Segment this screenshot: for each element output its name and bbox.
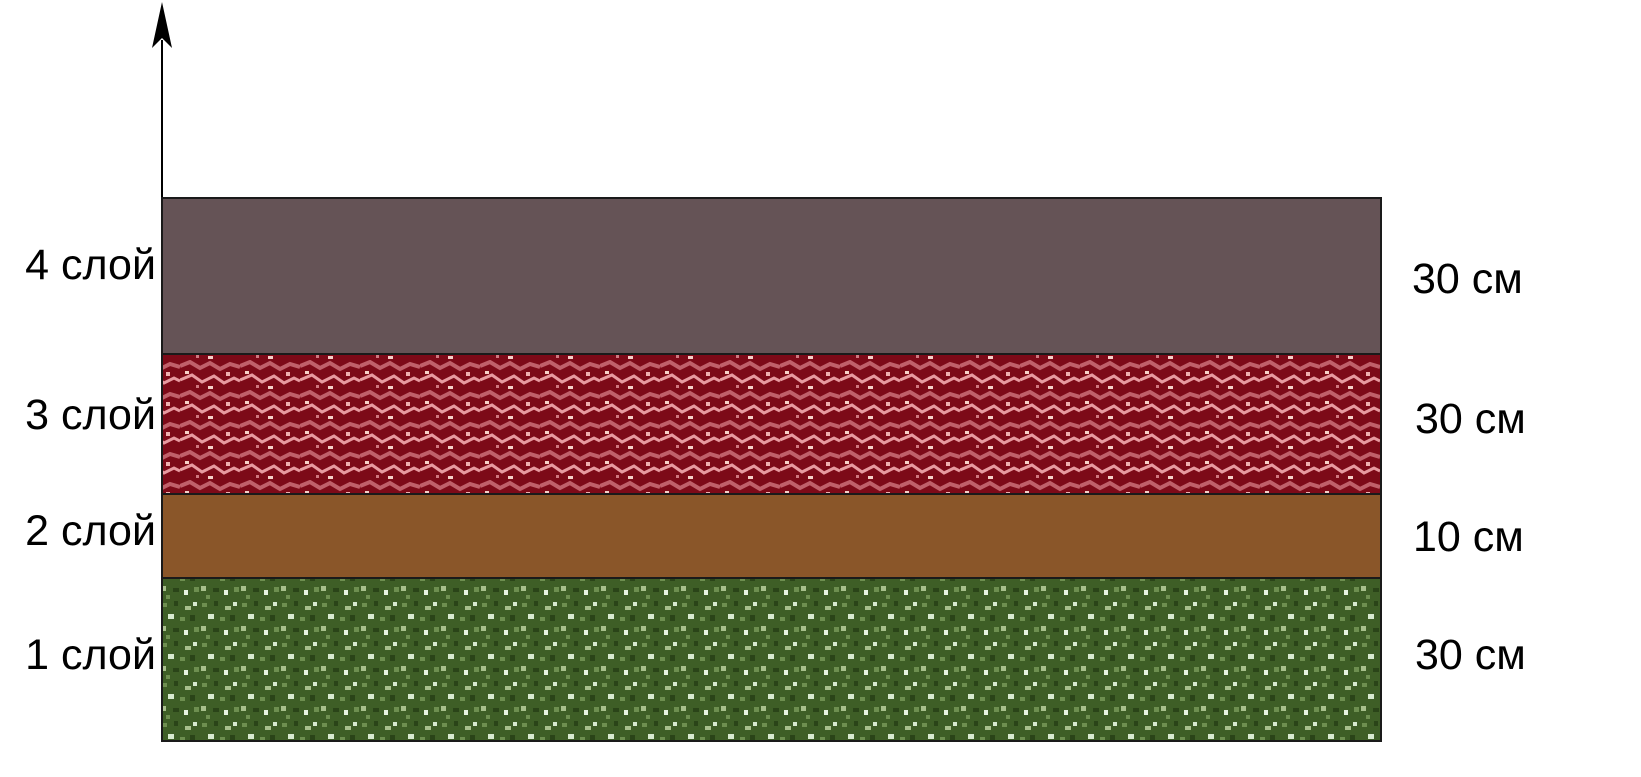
- layer-1-label: 1 слой: [25, 631, 156, 679]
- layer-4-thickness: 30 см: [1412, 255, 1523, 303]
- layer-4-label: 4 слой: [25, 241, 156, 289]
- layer-2-label: 2 слой: [25, 507, 156, 555]
- layer-2-rect: [162, 494, 1381, 578]
- layer-4-rect: [162, 198, 1381, 354]
- layer-3-rect: [162, 354, 1381, 494]
- layer-3-thickness: 30 см: [1415, 395, 1526, 443]
- layer-1-thickness: 30 см: [1415, 631, 1526, 679]
- layer-3-label: 3 слой: [25, 391, 156, 439]
- layer-1-rect: [162, 578, 1381, 741]
- layer-2-thickness: 10 см: [1413, 513, 1524, 561]
